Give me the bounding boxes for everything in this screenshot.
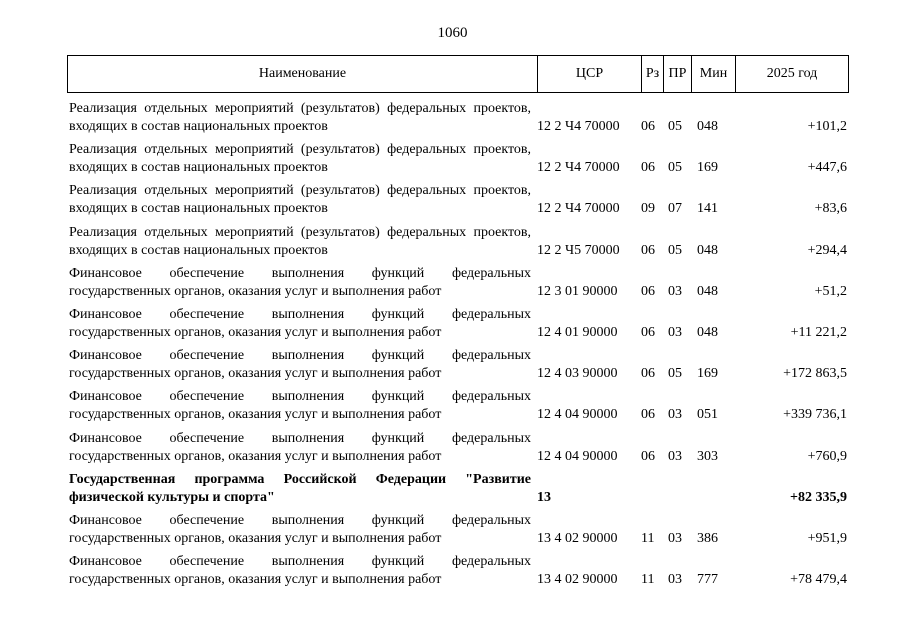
row-pr: 05 — [668, 119, 682, 134]
row-csr: 12 2 Ч4 70000 — [537, 201, 620, 217]
row-name: Государственная программа Российской Федерации "Развитие физической культуры и спорта" — [69, 471, 531, 505]
row-value: +294,4 — [807, 242, 847, 258]
row-csr: 12 4 04 90000 — [537, 407, 618, 423]
header-year: 2025 год — [766, 66, 818, 81]
row-value: +760,9 — [807, 448, 847, 464]
row-min: 303 — [697, 448, 718, 464]
row-csr: 13 4 02 90000 — [537, 530, 618, 546]
row-name: Реализация отдельных мероприятий (результатов) федеральных проектов, входящих в состав национальных проектов — [69, 142, 531, 176]
row-csr: 12 2 Ч4 70000 — [537, 119, 620, 134]
row-value: +951,9 — [807, 530, 847, 546]
row-name: Реализация отдельных мероприятий (результатов) федеральных проектов, входящих в состав национальных проектов — [69, 224, 531, 258]
row-name: Финансовое обеспечение выполнения функций федеральных государственных органов, оказания услуг и выполнения работ — [69, 348, 531, 382]
row-min: 048 — [697, 119, 718, 134]
row-name: Реализация отдельных мероприятий (результатов) федеральных проектов, входящих в состав национальных проектов — [69, 183, 531, 217]
row-csr: 12 4 03 90000 — [537, 366, 618, 382]
row-pr: 03 — [668, 448, 682, 464]
row-name: Финансовое обеспечение выполнения функций федеральных государственных органов, оказания услуг и выполнения работ — [69, 389, 531, 423]
row-min: 048 — [697, 283, 718, 299]
row-pr: 03 — [668, 407, 682, 423]
page-number: 1060 — [437, 25, 468, 41]
row-value: +101,2 — [807, 119, 847, 134]
row-csr: 13 4 02 90000 — [537, 572, 618, 588]
row-value: +447,6 — [807, 160, 847, 176]
row-pr: 07 — [668, 201, 682, 217]
row-rz: 06 — [641, 366, 655, 382]
row-min: 169 — [697, 160, 718, 176]
row-min: 141 — [697, 201, 718, 217]
table-row — [67, 471, 849, 512]
row-rz: 11 — [641, 572, 655, 588]
header-name: Наименование — [68, 56, 538, 92]
row-value: +82 335,9 — [790, 489, 847, 505]
row-csr: 12 2 Ч5 70000 — [537, 242, 620, 258]
row-value: +51,2 — [814, 283, 847, 299]
row-csr: 13 — [537, 489, 551, 505]
table-row — [67, 553, 849, 594]
table-row — [67, 182, 849, 223]
row-rz: 06 — [641, 160, 655, 176]
row-min: 777 — [697, 572, 718, 588]
row-pr: 05 — [668, 242, 682, 258]
row-rz: 06 — [641, 448, 655, 464]
row-min: 048 — [697, 242, 718, 258]
row-csr: 12 3 01 90000 — [537, 283, 618, 299]
row-value: +172 863,5 — [783, 366, 847, 382]
table-row — [67, 388, 849, 429]
row-rz: 09 — [641, 201, 655, 217]
table-row — [67, 430, 849, 471]
row-name: Финансовое обеспечение выполнения функций федеральных государственных органов, оказания услуг и выполнения работ — [69, 265, 531, 299]
header-pr: ПР — [664, 56, 692, 92]
row-value: +339 736,1 — [783, 407, 847, 423]
row-name: Финансовое обеспечение выполнения функций федеральных государственных органов, оказания услуг и выполнения работ — [69, 554, 531, 588]
row-rz: 06 — [641, 283, 655, 299]
row-name: Финансовое обеспечение выполнения функций федеральных государственных органов, оказания услуг и выполнения работ — [69, 306, 531, 340]
row-rz: 11 — [641, 530, 655, 546]
row-value: +83,6 — [814, 201, 847, 217]
row-value: +78 479,4 — [790, 572, 847, 588]
row-pr: 03 — [668, 530, 682, 546]
row-name: Финансовое обеспечение выполнения функций федеральных государственных органов, оказания услуг и выполнения работ — [69, 512, 531, 546]
row-min: 386 — [697, 530, 718, 546]
row-pr: 03 — [668, 283, 682, 299]
header-rz: Рз — [642, 56, 664, 92]
table-row — [67, 141, 849, 182]
row-min: 048 — [697, 324, 718, 340]
row-csr: 12 2 Ч4 70000 — [537, 160, 620, 176]
header-csr: ЦСР — [538, 56, 642, 92]
row-name: Финансовое обеспечение выполнения функций федеральных государственных органов, оказания услуг и выполнения работ — [69, 430, 531, 464]
row-min: 051 — [697, 407, 718, 423]
row-rz: 06 — [641, 324, 655, 340]
row-csr: 12 4 04 90000 — [537, 448, 618, 464]
row-value: +11 221,2 — [790, 324, 847, 340]
table-row — [67, 224, 849, 265]
table-row — [67, 347, 849, 388]
row-pr: 05 — [668, 366, 682, 382]
row-pr: 03 — [668, 324, 682, 340]
row-min: 169 — [697, 366, 718, 382]
row-rz: 06 — [641, 242, 655, 258]
row-rz: 06 — [641, 119, 655, 134]
row-pr: 05 — [668, 160, 682, 176]
table-body — [67, 100, 849, 594]
header-min: Мин — [692, 56, 736, 92]
row-rz: 06 — [641, 407, 655, 423]
row-name: Реализация отдельных мероприятий (результатов) федеральных проектов, входящих в состав национальных проектов — [69, 101, 531, 134]
table-row — [67, 306, 849, 347]
row-csr: 12 4 01 90000 — [537, 324, 618, 340]
table-row — [67, 100, 849, 141]
table-row — [67, 265, 849, 306]
table-header — [67, 55, 849, 93]
row-pr: 03 — [668, 572, 682, 588]
table-row — [67, 512, 849, 553]
